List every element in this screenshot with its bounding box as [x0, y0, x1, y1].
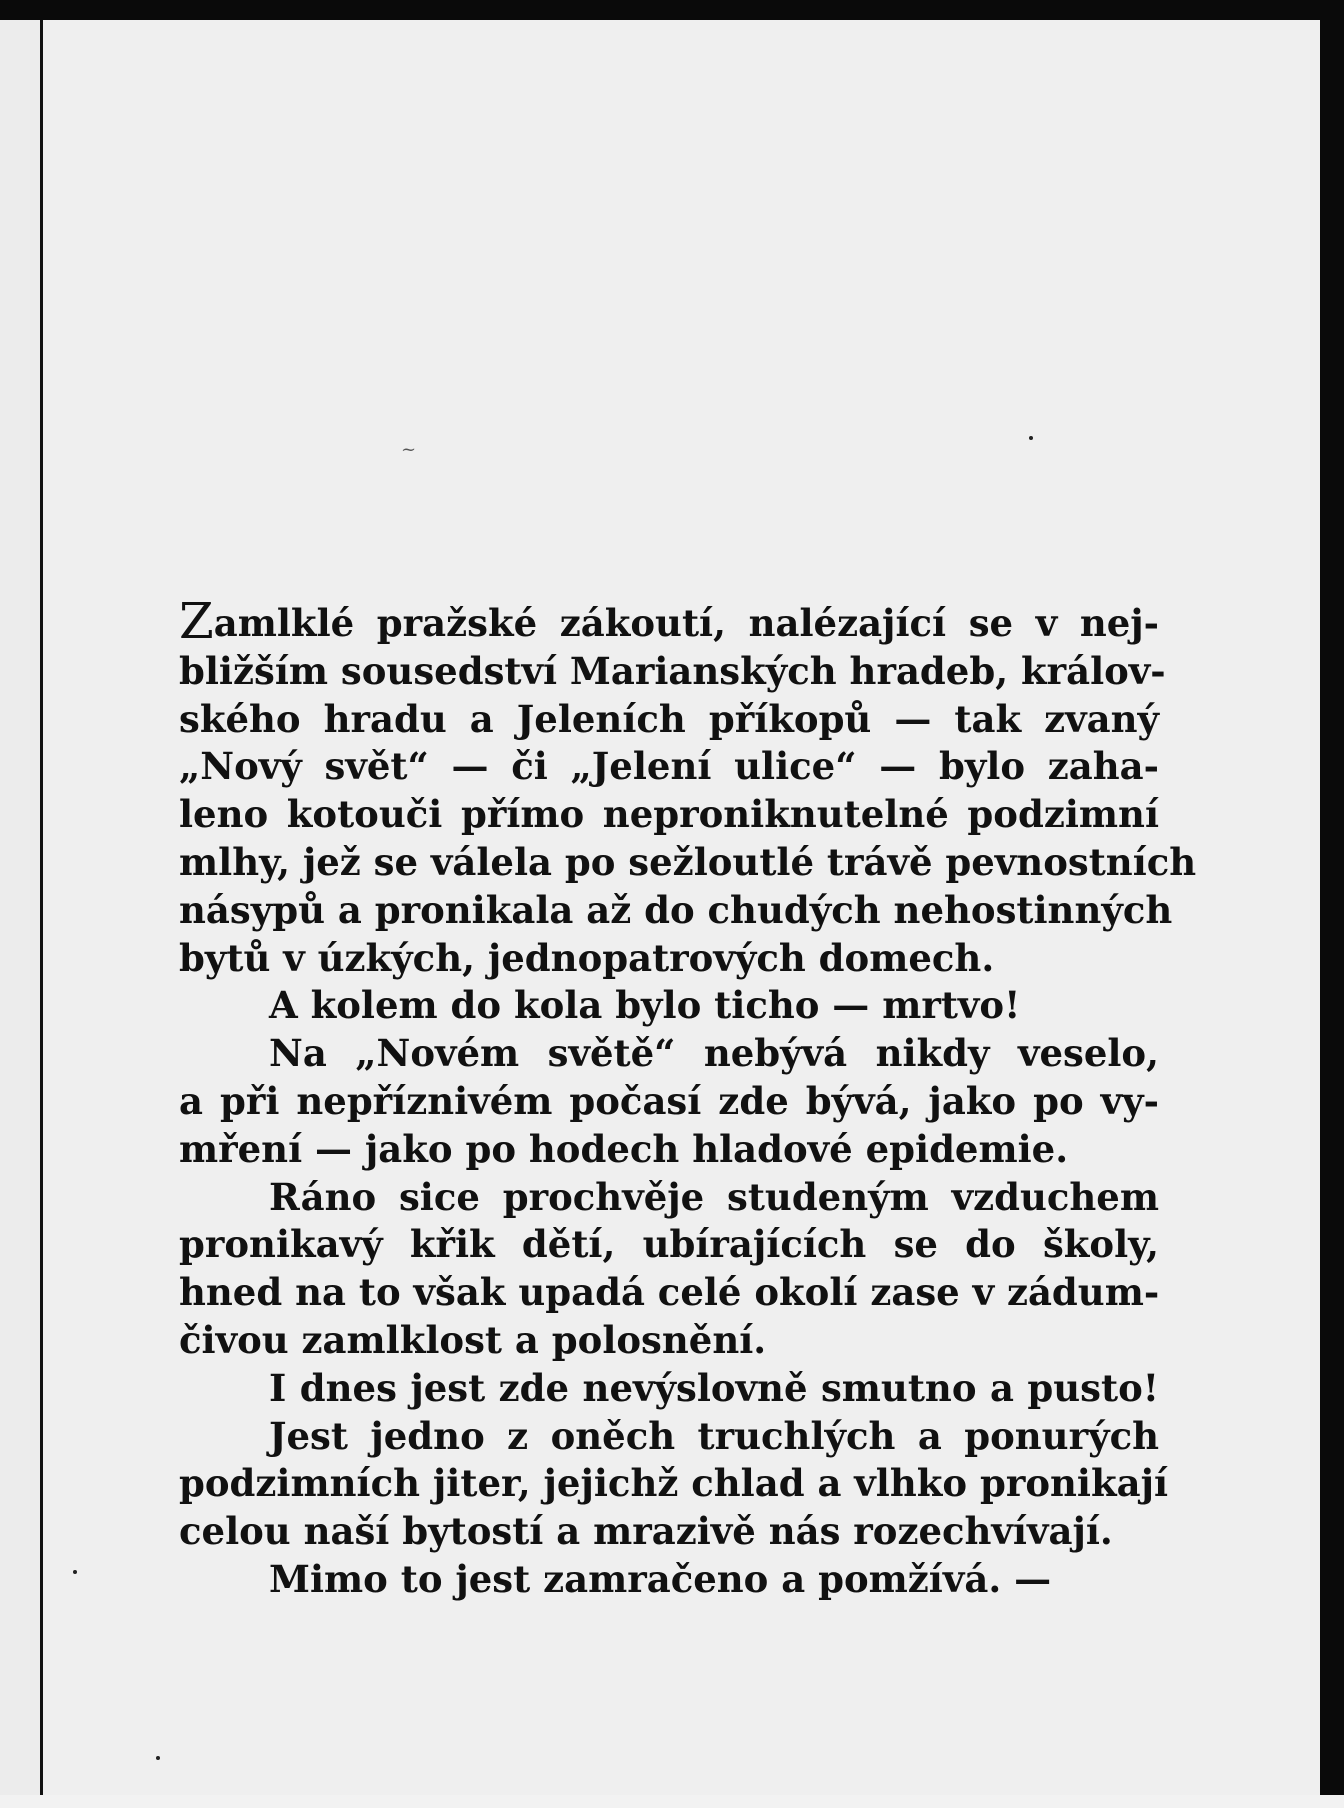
- bottom-edge: [0, 1795, 1344, 1808]
- text-line: ského hradu a Jeleních příkopů — tak zvaný: [179, 696, 1159, 741]
- ornament-mark: ~: [401, 439, 417, 460]
- previous-page-edge: [0, 20, 40, 1795]
- text-line: násypů a pronikala až do chudých nehostinných: [179, 887, 1173, 932]
- ink-speck: [1029, 436, 1033, 440]
- text-line: A kolem do kola bylo ticho — mrtvo!: [269, 983, 1021, 1028]
- text-line: Jest jedno z oněch truchlých a ponurých: [269, 1413, 1159, 1458]
- text-line: podzimních jiter, jejichž chlad a vlhko pronikají: [179, 1461, 1169, 1506]
- text-line: Ráno sice prochvěje studeným vzduchem: [269, 1174, 1159, 1219]
- text-line: Na „Novém světě“ nebývá nikdy veselo,: [269, 1031, 1159, 1076]
- page-sheet: [40, 20, 1320, 1795]
- text-line: mření — jako po hodech hladové epidemie.: [179, 1126, 1069, 1171]
- text-line: Mimo to jest zamračeno a pomžívá. —: [269, 1556, 1052, 1601]
- text-line: čivou zamlklost a polosnění.: [179, 1317, 767, 1362]
- ink-speck: [156, 1756, 160, 1760]
- text-line: bližším sousedství Marianských hradeb, králov-: [179, 648, 1166, 693]
- text-line: leno kotouči přímo neproniknutelné podzimní: [179, 792, 1159, 837]
- text-line: hned na to však upadá celé okolí zase v zádum-: [179, 1270, 1160, 1315]
- ink-speck: [73, 1570, 77, 1574]
- text-line: a při nepříznivém počasí zde bývá, jako po vy-: [179, 1078, 1159, 1123]
- text-line: bytů v úzkých, jednopatrových domech.: [179, 935, 995, 980]
- text-line: mlhy, jež se válela po sežloutlé trávě pevnostních: [179, 839, 1197, 884]
- text-line: pronikavý křik dětí, ubírajících se do školy,: [179, 1222, 1159, 1267]
- text-line: „Nový svět“ — či „Jelení ulice“ — bylo zaha-: [179, 744, 1159, 789]
- initial-letter: Z: [179, 592, 214, 650]
- text-line: I dnes jest zde nevýslovně smutno a pusto!: [269, 1365, 1159, 1410]
- body-text: [179, 592, 1197, 1604]
- text-line: Zamlklé pražské zákoutí, nalézající se v nej-: [179, 592, 1159, 650]
- text-line: celou naší bytostí a mrazivě nás rozechvívají.: [179, 1509, 1113, 1554]
